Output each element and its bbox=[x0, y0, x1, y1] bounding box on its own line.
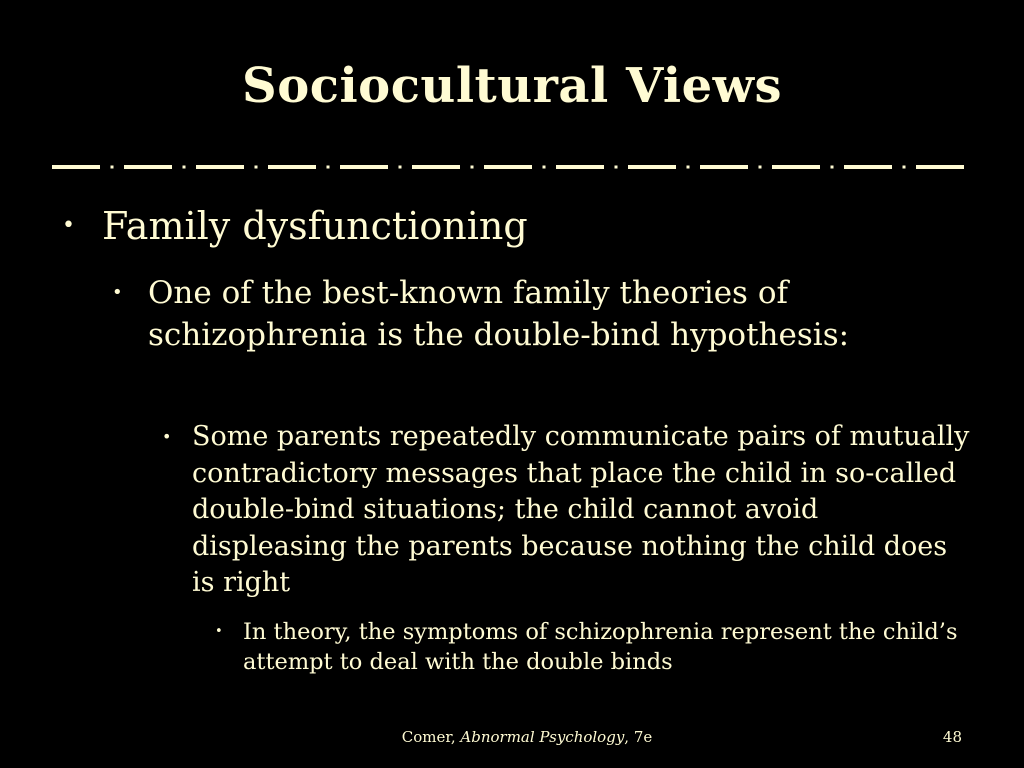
bullet-level-1 bbox=[60, 200, 960, 252]
divider-dot bbox=[255, 166, 258, 169]
footer-edition: , 7e bbox=[624, 728, 653, 746]
divider-dot bbox=[759, 166, 762, 169]
bullet-marker: • bbox=[62, 213, 75, 238]
divider-dash bbox=[628, 165, 676, 169]
divider-dot bbox=[327, 166, 330, 169]
divider-dot bbox=[471, 166, 474, 169]
divider-dot bbox=[831, 166, 834, 169]
divider-dash bbox=[772, 165, 820, 169]
divider-dash bbox=[340, 165, 388, 169]
footer-author: Comer, bbox=[401, 728, 461, 746]
bullet-marker: • bbox=[162, 427, 172, 446]
bullet-text-family-dysfunctioning: Family dysfunctioning bbox=[102, 204, 528, 248]
divider-dash bbox=[844, 165, 892, 169]
title-divider bbox=[52, 160, 974, 174]
bullet-marker: • bbox=[112, 282, 123, 303]
footer-source bbox=[0, 728, 1024, 746]
bullet-marker: • bbox=[215, 624, 223, 639]
slide-title: Sociocultural Views bbox=[242, 58, 782, 114]
bullet-level-3 bbox=[160, 419, 975, 602]
page-number: 48 bbox=[942, 728, 962, 746]
divider-dash bbox=[556, 165, 604, 169]
divider-dash bbox=[484, 165, 532, 169]
divider-dot bbox=[183, 166, 186, 169]
divider-dash bbox=[268, 165, 316, 169]
divider-dash bbox=[52, 165, 100, 169]
footer-book-title: Abnormal Psychology bbox=[460, 728, 625, 746]
divider-dash bbox=[916, 165, 964, 169]
divider-dot bbox=[615, 166, 618, 169]
divider-dot bbox=[687, 166, 690, 169]
divider-dot bbox=[543, 166, 546, 169]
bullet-level-4 bbox=[213, 617, 973, 677]
divider-dot bbox=[903, 166, 906, 169]
divider-dot bbox=[399, 166, 402, 169]
bullet-text-symptoms-theory: In theory, the symptoms of schizophrenia represent the child’s attempt to deal with the double binds bbox=[243, 619, 958, 675]
bullet-level-2 bbox=[110, 272, 960, 356]
divider-dash bbox=[700, 165, 748, 169]
divider-dash bbox=[412, 165, 460, 169]
divider-dot bbox=[111, 166, 114, 169]
divider-dash bbox=[196, 165, 244, 169]
bullet-text-contradictory-messages: Some parents repeatedly communicate pairs of mutually contradictory messages that place the child in so-called double-bind situations; the child cannot avoid displeasing the parents because nothing the child does is right bbox=[192, 421, 970, 598]
bullet-text-double-bind-hypothesis: One of the best-known family theories of schizophrenia is the double-bind hypothesis: bbox=[148, 275, 850, 353]
divider-dash bbox=[124, 165, 172, 169]
